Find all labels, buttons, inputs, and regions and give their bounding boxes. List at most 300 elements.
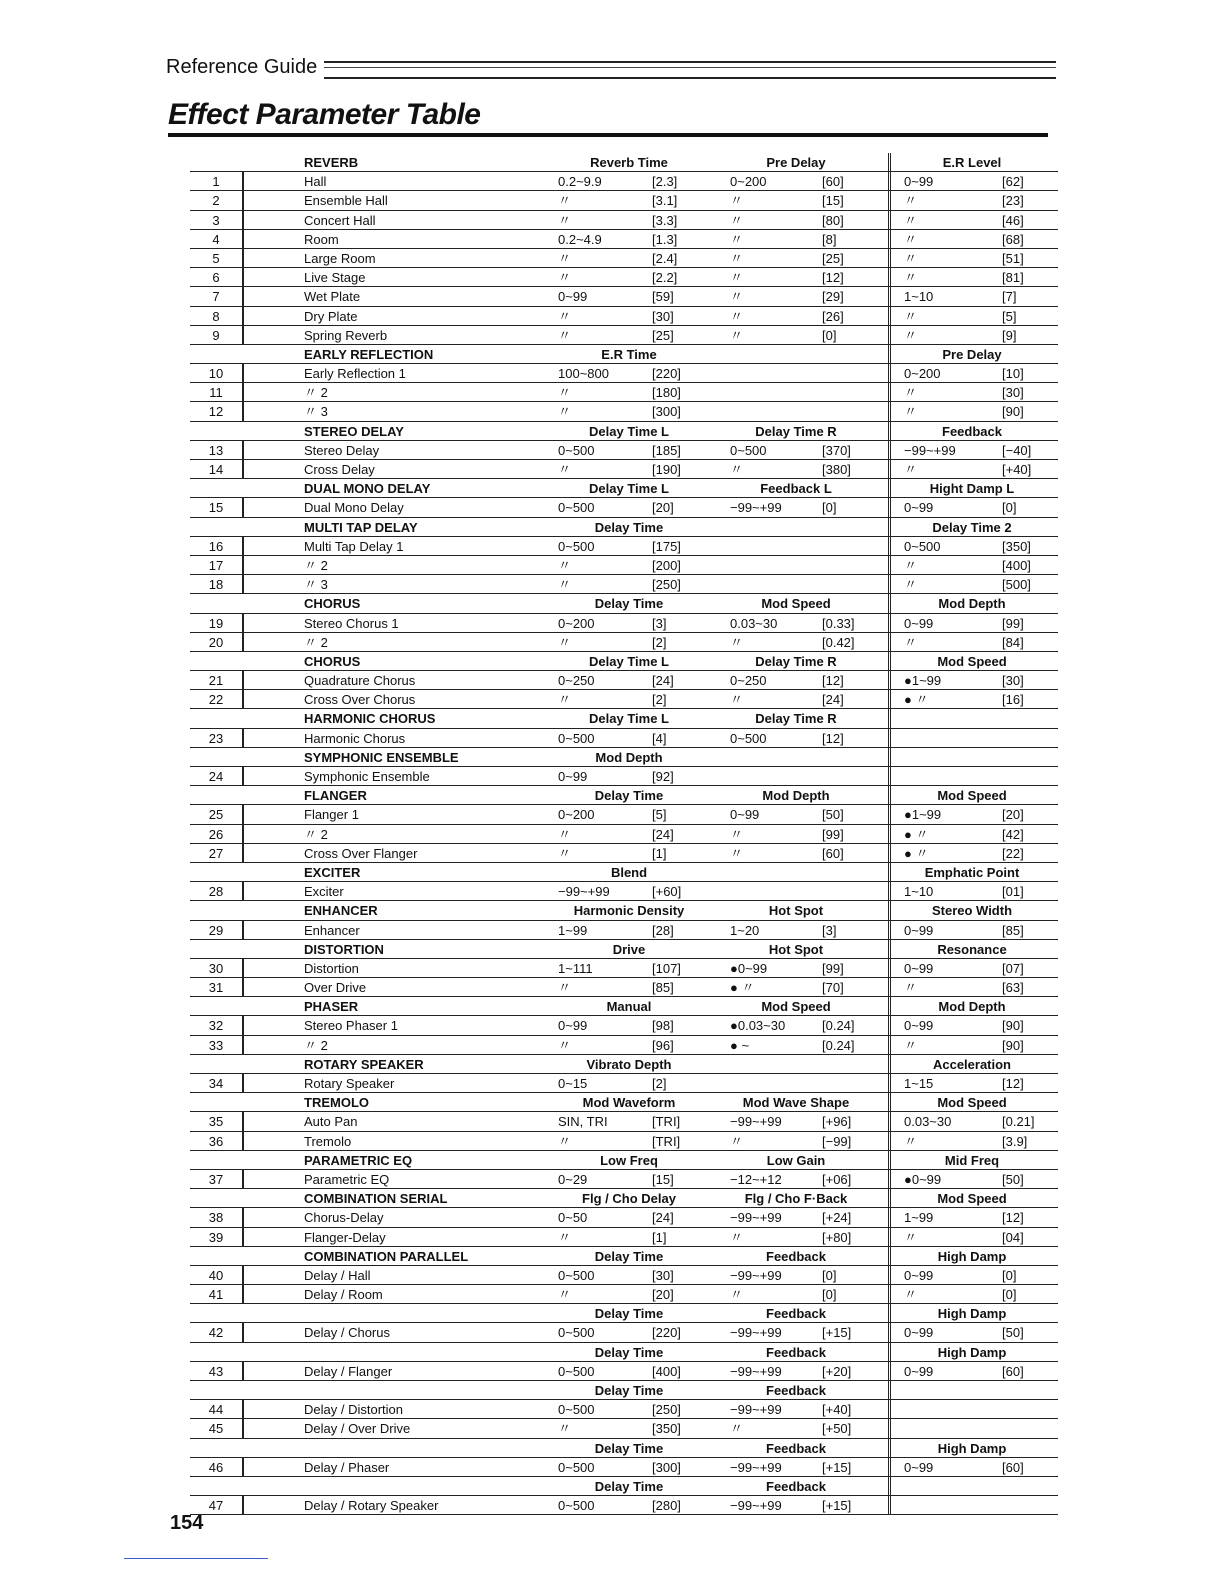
category-header-row — [190, 479, 1058, 498]
param1-range: 〃 — [558, 385, 572, 401]
param2-range: 〃 — [730, 193, 744, 209]
number-divider — [242, 498, 244, 517]
param1-default: [96] — [652, 1037, 674, 1053]
column-divider — [888, 1496, 891, 1515]
category-header-row — [190, 786, 1058, 805]
effect-name: Flanger-Delay — [304, 1229, 386, 1245]
param-header-1: Manual — [606, 999, 652, 1015]
effect-name: Delay / Hall — [304, 1267, 371, 1283]
effect-name: Early Reflection 1 — [304, 366, 406, 382]
param1-default: [3] — [652, 615, 667, 631]
param1-default: [TRI] — [652, 1133, 681, 1149]
param-header-1: Drive — [612, 941, 646, 957]
column-divider — [888, 729, 891, 748]
param3-range: 〃 — [904, 327, 918, 343]
column-divider — [888, 172, 891, 191]
param1-default: [1.3] — [652, 231, 678, 247]
table-row — [190, 882, 1058, 901]
param1-default: [1] — [652, 1229, 667, 1245]
category-name: REVERB — [304, 155, 359, 170]
effect-name: Stereo Phaser 1 — [304, 1018, 398, 1034]
param1-default: [24] — [652, 673, 674, 689]
column-divider — [888, 364, 891, 383]
param2-default: [12] — [822, 673, 844, 689]
number-divider — [242, 959, 244, 978]
effect-number: 18 — [208, 577, 224, 593]
param3-default: [12] — [1002, 1210, 1024, 1226]
param2-range: 〃 — [730, 1287, 744, 1303]
category-header-row — [190, 748, 1058, 767]
table-row — [190, 671, 1058, 690]
column-divider — [888, 1400, 891, 1419]
table-row — [190, 383, 1058, 402]
param2-range: −99~+99 — [730, 1363, 782, 1379]
param2-default: [+15] — [822, 1325, 852, 1341]
param2-default: [0] — [822, 1267, 837, 1283]
param-header-3: High Damp — [937, 1306, 1007, 1322]
param3-default: [16] — [1002, 692, 1024, 708]
effect-name: Chorus-Delay — [304, 1210, 384, 1226]
effect-name: Dry Plate — [304, 308, 358, 324]
number-divider — [242, 1036, 244, 1055]
number-divider — [242, 383, 244, 402]
number-divider — [242, 690, 244, 709]
effect-number: 14 — [208, 462, 224, 477]
param2-range: 〃 — [730, 1229, 744, 1245]
column-divider — [888, 805, 891, 824]
number-divider — [242, 921, 244, 940]
table-row — [190, 844, 1058, 863]
column-divider — [888, 978, 891, 997]
column-divider — [888, 1458, 891, 1477]
param2-default: [3] — [822, 922, 837, 938]
param1-default: [30] — [652, 308, 674, 324]
effect-name: Cross Over Flanger — [304, 845, 418, 861]
effect-name: Stereo Chorus 1 — [304, 615, 399, 631]
param1-range: 0~99 — [558, 1018, 588, 1034]
page-header — [166, 56, 1056, 82]
param-header-1: Mod Depth — [595, 749, 663, 765]
effect-number: 44 — [208, 1402, 224, 1418]
param3-range: ●1~99 — [904, 673, 942, 689]
param2-range: 〃 — [730, 250, 744, 266]
param-header-1: Delay Time — [594, 1306, 664, 1322]
table-row — [190, 402, 1058, 421]
category-header-row — [190, 1304, 1058, 1323]
param-header-2: Flg / Cho F·Back — [744, 1191, 848, 1207]
table-row — [190, 575, 1058, 594]
param-header-3: Stereo Width — [931, 903, 1013, 919]
param3-range: 0~200 — [904, 366, 941, 382]
param3-range: −99~+99 — [904, 442, 956, 458]
param3-range: ● 〃 — [904, 692, 929, 708]
column-divider — [888, 1477, 891, 1496]
table-row — [190, 1208, 1058, 1227]
param-header-2: Pre Delay — [766, 155, 826, 170]
number-divider — [242, 805, 244, 824]
param2-range: −99~+99 — [730, 1267, 782, 1283]
param2-default: [12] — [822, 730, 844, 746]
effect-name: Auto Pan — [304, 1114, 358, 1130]
param-header-3: Mod Speed — [937, 788, 1007, 804]
param-header-1: Delay Time — [594, 1478, 664, 1494]
param2-default: [+15] — [822, 1498, 852, 1514]
effect-number: 46 — [208, 1459, 224, 1475]
param-header-1: Delay Time — [594, 1344, 664, 1360]
effect-name: 〃 2 — [304, 1037, 328, 1053]
param1-default: [200] — [652, 557, 681, 573]
param3-default: [0.21] — [1002, 1114, 1035, 1130]
column-divider — [888, 307, 891, 326]
effect-name: Cross Over Chorus — [304, 692, 416, 708]
effect-number: 3 — [212, 212, 220, 228]
category-header-row — [190, 1151, 1058, 1170]
column-divider — [888, 633, 891, 652]
param3-default: [04] — [1002, 1229, 1024, 1245]
effect-name: Delay / Distortion — [304, 1402, 403, 1418]
param2-range: 0~99 — [730, 807, 760, 823]
table-row — [190, 1496, 1058, 1515]
table-row — [190, 1419, 1058, 1438]
effect-number: 22 — [208, 692, 224, 708]
effect-name: Hall — [304, 174, 327, 190]
number-divider — [242, 441, 244, 460]
column-divider — [888, 441, 891, 460]
table-row — [190, 1016, 1058, 1035]
effect-name: Spring Reverb — [304, 327, 388, 343]
number-divider — [242, 211, 244, 230]
effect-name: Concert Hall — [304, 212, 376, 228]
param2-default: [+40] — [822, 1402, 852, 1418]
category-name: TREMOLO — [304, 1095, 369, 1111]
category-header-row — [190, 1189, 1058, 1208]
effect-name: Exciter — [304, 884, 344, 900]
param1-default: [TRI] — [652, 1114, 681, 1130]
param1-range: 〃 — [558, 1229, 572, 1245]
column-divider — [888, 326, 891, 345]
number-divider — [242, 882, 244, 901]
param3-default: [+40] — [1002, 462, 1032, 477]
param-header-3: Mid Freq — [944, 1152, 1000, 1168]
param1-default: [+60] — [652, 884, 682, 900]
param1-range: 0~500 — [558, 1363, 595, 1379]
param3-range: 〃 — [904, 577, 918, 593]
column-divider — [888, 863, 891, 882]
param-header-3: E.R Level — [942, 155, 1002, 170]
param2-default: [0.24] — [822, 1037, 855, 1053]
table-row — [190, 1400, 1058, 1419]
column-divider — [888, 383, 891, 402]
param3-range: 〃 — [904, 250, 918, 266]
param1-default: [4] — [652, 730, 667, 746]
table-row — [190, 556, 1058, 575]
param2-range: −99~+99 — [730, 1114, 782, 1130]
param2-range: 〃 — [730, 327, 744, 343]
param2-range: 1~20 — [730, 922, 760, 938]
table-row — [190, 1362, 1058, 1381]
param1-default: [2] — [652, 634, 667, 650]
column-divider — [888, 498, 891, 517]
effect-name: Quadrature Chorus — [304, 673, 416, 689]
param3-default: [01] — [1002, 884, 1024, 900]
param2-default: [8] — [822, 231, 837, 247]
effect-number: 38 — [208, 1210, 224, 1226]
category-name: CHORUS — [304, 653, 361, 669]
category-name: PARAMETRIC EQ — [304, 1152, 413, 1168]
param2-range: −99~+99 — [730, 1210, 782, 1226]
param3-default: [85] — [1002, 922, 1024, 938]
page-number: 154 — [170, 1512, 204, 1534]
column-divider — [888, 402, 891, 421]
param2-range: −99~+99 — [730, 1459, 782, 1475]
table-row — [190, 211, 1058, 230]
category-header-row — [190, 1381, 1058, 1400]
param2-range: 〃 — [730, 462, 744, 477]
param-header-1: Mod Waveform — [582, 1095, 676, 1111]
number-divider — [242, 230, 244, 249]
param-header-3: Resonance — [937, 941, 1007, 957]
number-divider — [242, 671, 244, 690]
param2-default: [370] — [822, 442, 851, 458]
param-header-1: Delay Time L — [589, 423, 669, 439]
param3-range: 0~99 — [904, 174, 934, 190]
param-header-3: High Damp — [937, 1440, 1007, 1456]
effect-number: 8 — [212, 308, 220, 324]
param3-range: 〃 — [904, 231, 918, 247]
table-row — [190, 230, 1058, 249]
param3-default: [0] — [1002, 1267, 1017, 1283]
param-header-1: Blend — [610, 864, 648, 880]
number-divider — [242, 1362, 244, 1381]
param1-range: 0~50 — [558, 1210, 588, 1226]
param1-default: [250] — [652, 577, 681, 593]
effect-name: Delay / Phaser — [304, 1459, 390, 1475]
effect-name: Delay / Room — [304, 1287, 383, 1303]
param2-default: [380] — [822, 462, 851, 477]
title-rule — [168, 133, 1048, 137]
effect-name: 〃 2 — [304, 557, 328, 573]
param3-range: 〃 — [904, 1229, 918, 1245]
param1-range: 0~500 — [558, 442, 595, 458]
column-divider — [888, 1112, 891, 1131]
category-header-row — [190, 345, 1058, 364]
effect-number: 43 — [208, 1363, 224, 1379]
param3-range: 0~99 — [904, 1363, 934, 1379]
column-divider — [888, 767, 891, 786]
category-name: SYMPHONIC ENSEMBLE — [304, 749, 459, 765]
number-divider — [242, 307, 244, 326]
column-divider — [888, 901, 891, 920]
column-divider — [888, 1285, 891, 1304]
column-divider — [888, 287, 891, 306]
param3-range: 〃 — [904, 212, 918, 228]
param3-default: [63] — [1002, 980, 1024, 996]
table-row — [190, 1323, 1058, 1342]
param2-default: [80] — [822, 212, 844, 228]
table-row — [190, 1112, 1058, 1131]
column-divider — [888, 1247, 891, 1266]
param2-default: [−99] — [822, 1133, 852, 1149]
param1-range: 〃 — [558, 250, 572, 266]
param3-default: [3.9] — [1002, 1133, 1028, 1149]
param3-range: ●1~99 — [904, 807, 942, 823]
param2-range: −99~+99 — [730, 1402, 782, 1418]
param3-range: 〃 — [904, 404, 918, 420]
column-divider — [888, 1036, 891, 1055]
param3-default: [23] — [1002, 193, 1024, 209]
table-row — [190, 1266, 1058, 1285]
table-row — [190, 268, 1058, 287]
table-row — [190, 633, 1058, 652]
param2-default: [0.24] — [822, 1018, 855, 1034]
column-divider — [888, 652, 891, 671]
param2-default: [0.42] — [822, 634, 855, 650]
effect-name: 〃 2 — [304, 826, 328, 842]
param1-range: 〃 — [558, 1287, 572, 1303]
effect-number: 19 — [208, 615, 224, 631]
param1-range: 〃 — [558, 270, 572, 286]
table-row — [190, 959, 1058, 978]
number-divider — [242, 326, 244, 345]
param2-default: [25] — [822, 250, 844, 266]
param2-range: 〃 — [730, 692, 744, 708]
param-header-1: Reverb Time — [590, 155, 668, 170]
param1-range: 〃 — [558, 845, 572, 861]
param3-default: [5] — [1002, 308, 1017, 324]
number-divider — [242, 1132, 244, 1151]
param3-default: [84] — [1002, 634, 1024, 650]
param2-default: [+50] — [822, 1421, 852, 1437]
param1-range: 〃 — [558, 462, 572, 477]
param1-default: [350] — [652, 1421, 681, 1437]
param-header-1: Delay Time — [594, 788, 664, 804]
param-header-1: Flg / Cho Delay — [582, 1191, 676, 1207]
table-row — [190, 364, 1058, 383]
effect-name: Tremolo — [304, 1133, 352, 1149]
column-divider — [888, 345, 891, 364]
param2-range: −99~+99 — [730, 1498, 782, 1514]
param-header-3: Mod Depth — [938, 596, 1006, 612]
param3-range: 0~99 — [904, 960, 934, 976]
param-header-2: Hot Spot — [768, 903, 824, 919]
column-divider — [888, 844, 891, 863]
param1-default: [15] — [652, 1171, 674, 1187]
effect-parameter-table — [190, 153, 1058, 1515]
param1-range: 0.2~4.9 — [558, 231, 602, 247]
param-header-1: Low Freq — [600, 1152, 658, 1168]
table-row — [190, 690, 1058, 709]
column-divider — [888, 191, 891, 210]
param1-default: [24] — [652, 826, 674, 842]
column-divider — [888, 1419, 891, 1438]
param3-default: [60] — [1002, 1363, 1024, 1379]
column-divider — [888, 614, 891, 633]
param3-default: [10] — [1002, 366, 1024, 382]
param3-range: ●0~99 — [904, 1171, 942, 1187]
param3-default: [20] — [1002, 807, 1024, 823]
param1-default: [5] — [652, 807, 667, 823]
param1-range: 0~200 — [558, 615, 595, 631]
table-row — [190, 249, 1058, 268]
effect-number: 30 — [208, 960, 224, 976]
column-divider — [888, 1343, 891, 1362]
effect-number: 41 — [208, 1287, 224, 1303]
column-divider — [888, 959, 891, 978]
param3-range: 0~99 — [904, 922, 934, 938]
effect-number: 37 — [208, 1171, 224, 1187]
number-divider — [242, 1170, 244, 1189]
effect-number: 7 — [212, 289, 220, 305]
number-divider — [242, 191, 244, 210]
column-divider — [888, 460, 891, 479]
table-row — [190, 191, 1058, 210]
param-header-3: Delay Time 2 — [932, 519, 1012, 535]
effect-number: 21 — [208, 673, 224, 689]
param1-default: [220] — [652, 366, 681, 382]
category-name: MULTI TAP DELAY — [304, 519, 418, 535]
param3-range: 0~99 — [904, 1325, 934, 1341]
param-header-3: High Damp — [937, 1344, 1007, 1360]
param1-default: [2] — [652, 1076, 667, 1091]
param1-range: 0.2~9.9 — [558, 174, 602, 190]
column-divider — [888, 786, 891, 805]
column-divider — [888, 1362, 891, 1381]
effect-name: Cross Delay — [304, 462, 375, 477]
param1-default: [300] — [652, 1459, 681, 1475]
param1-default: [280] — [652, 1498, 681, 1514]
param1-range: 0~500 — [558, 500, 595, 516]
param1-range: 〃 — [558, 634, 572, 650]
effect-number: 12 — [208, 404, 224, 420]
param-header-3: Mod Speed — [937, 653, 1007, 669]
param3-default: [0] — [1002, 500, 1017, 516]
param3-default: [68] — [1002, 231, 1024, 247]
effect-name: Delay / Rotary Speaker — [304, 1498, 439, 1514]
param3-range: 1~15 — [904, 1076, 934, 1091]
param2-default: [24] — [822, 692, 844, 708]
effect-name: Ensemble Hall — [304, 193, 388, 209]
param2-default: [+20] — [822, 1363, 852, 1379]
category-name: CHORUS — [304, 596, 361, 612]
table-row — [190, 921, 1058, 940]
column-divider — [888, 1016, 891, 1035]
category-name: HARMONIC CHORUS — [304, 711, 436, 727]
category-header-row — [190, 518, 1058, 537]
column-divider — [888, 1208, 891, 1227]
category-header-row — [190, 940, 1058, 959]
param2-default: [12] — [822, 270, 844, 286]
param-header-1: Vibrato Depth — [586, 1056, 672, 1072]
header-rule — [324, 61, 1056, 79]
column-divider — [888, 268, 891, 287]
param3-range: 0.03~30 — [904, 1114, 952, 1130]
param3-range: 〃 — [904, 634, 918, 650]
param1-range: 0~500 — [558, 730, 595, 746]
effect-name: Symphonic Ensemble — [304, 769, 430, 784]
param2-default: [60] — [822, 845, 844, 861]
column-divider — [888, 1093, 891, 1112]
param1-range: 〃 — [558, 1133, 572, 1149]
number-divider — [242, 633, 244, 652]
param1-range: 〃 — [558, 404, 572, 420]
param2-range: 〃 — [730, 231, 744, 247]
effect-name: Wet Plate — [304, 289, 361, 305]
param3-default: [46] — [1002, 212, 1024, 228]
param1-default: [1] — [652, 845, 667, 861]
column-divider — [888, 1266, 891, 1285]
param3-default: [400] — [1002, 557, 1031, 573]
effect-name: Distortion — [304, 960, 359, 976]
